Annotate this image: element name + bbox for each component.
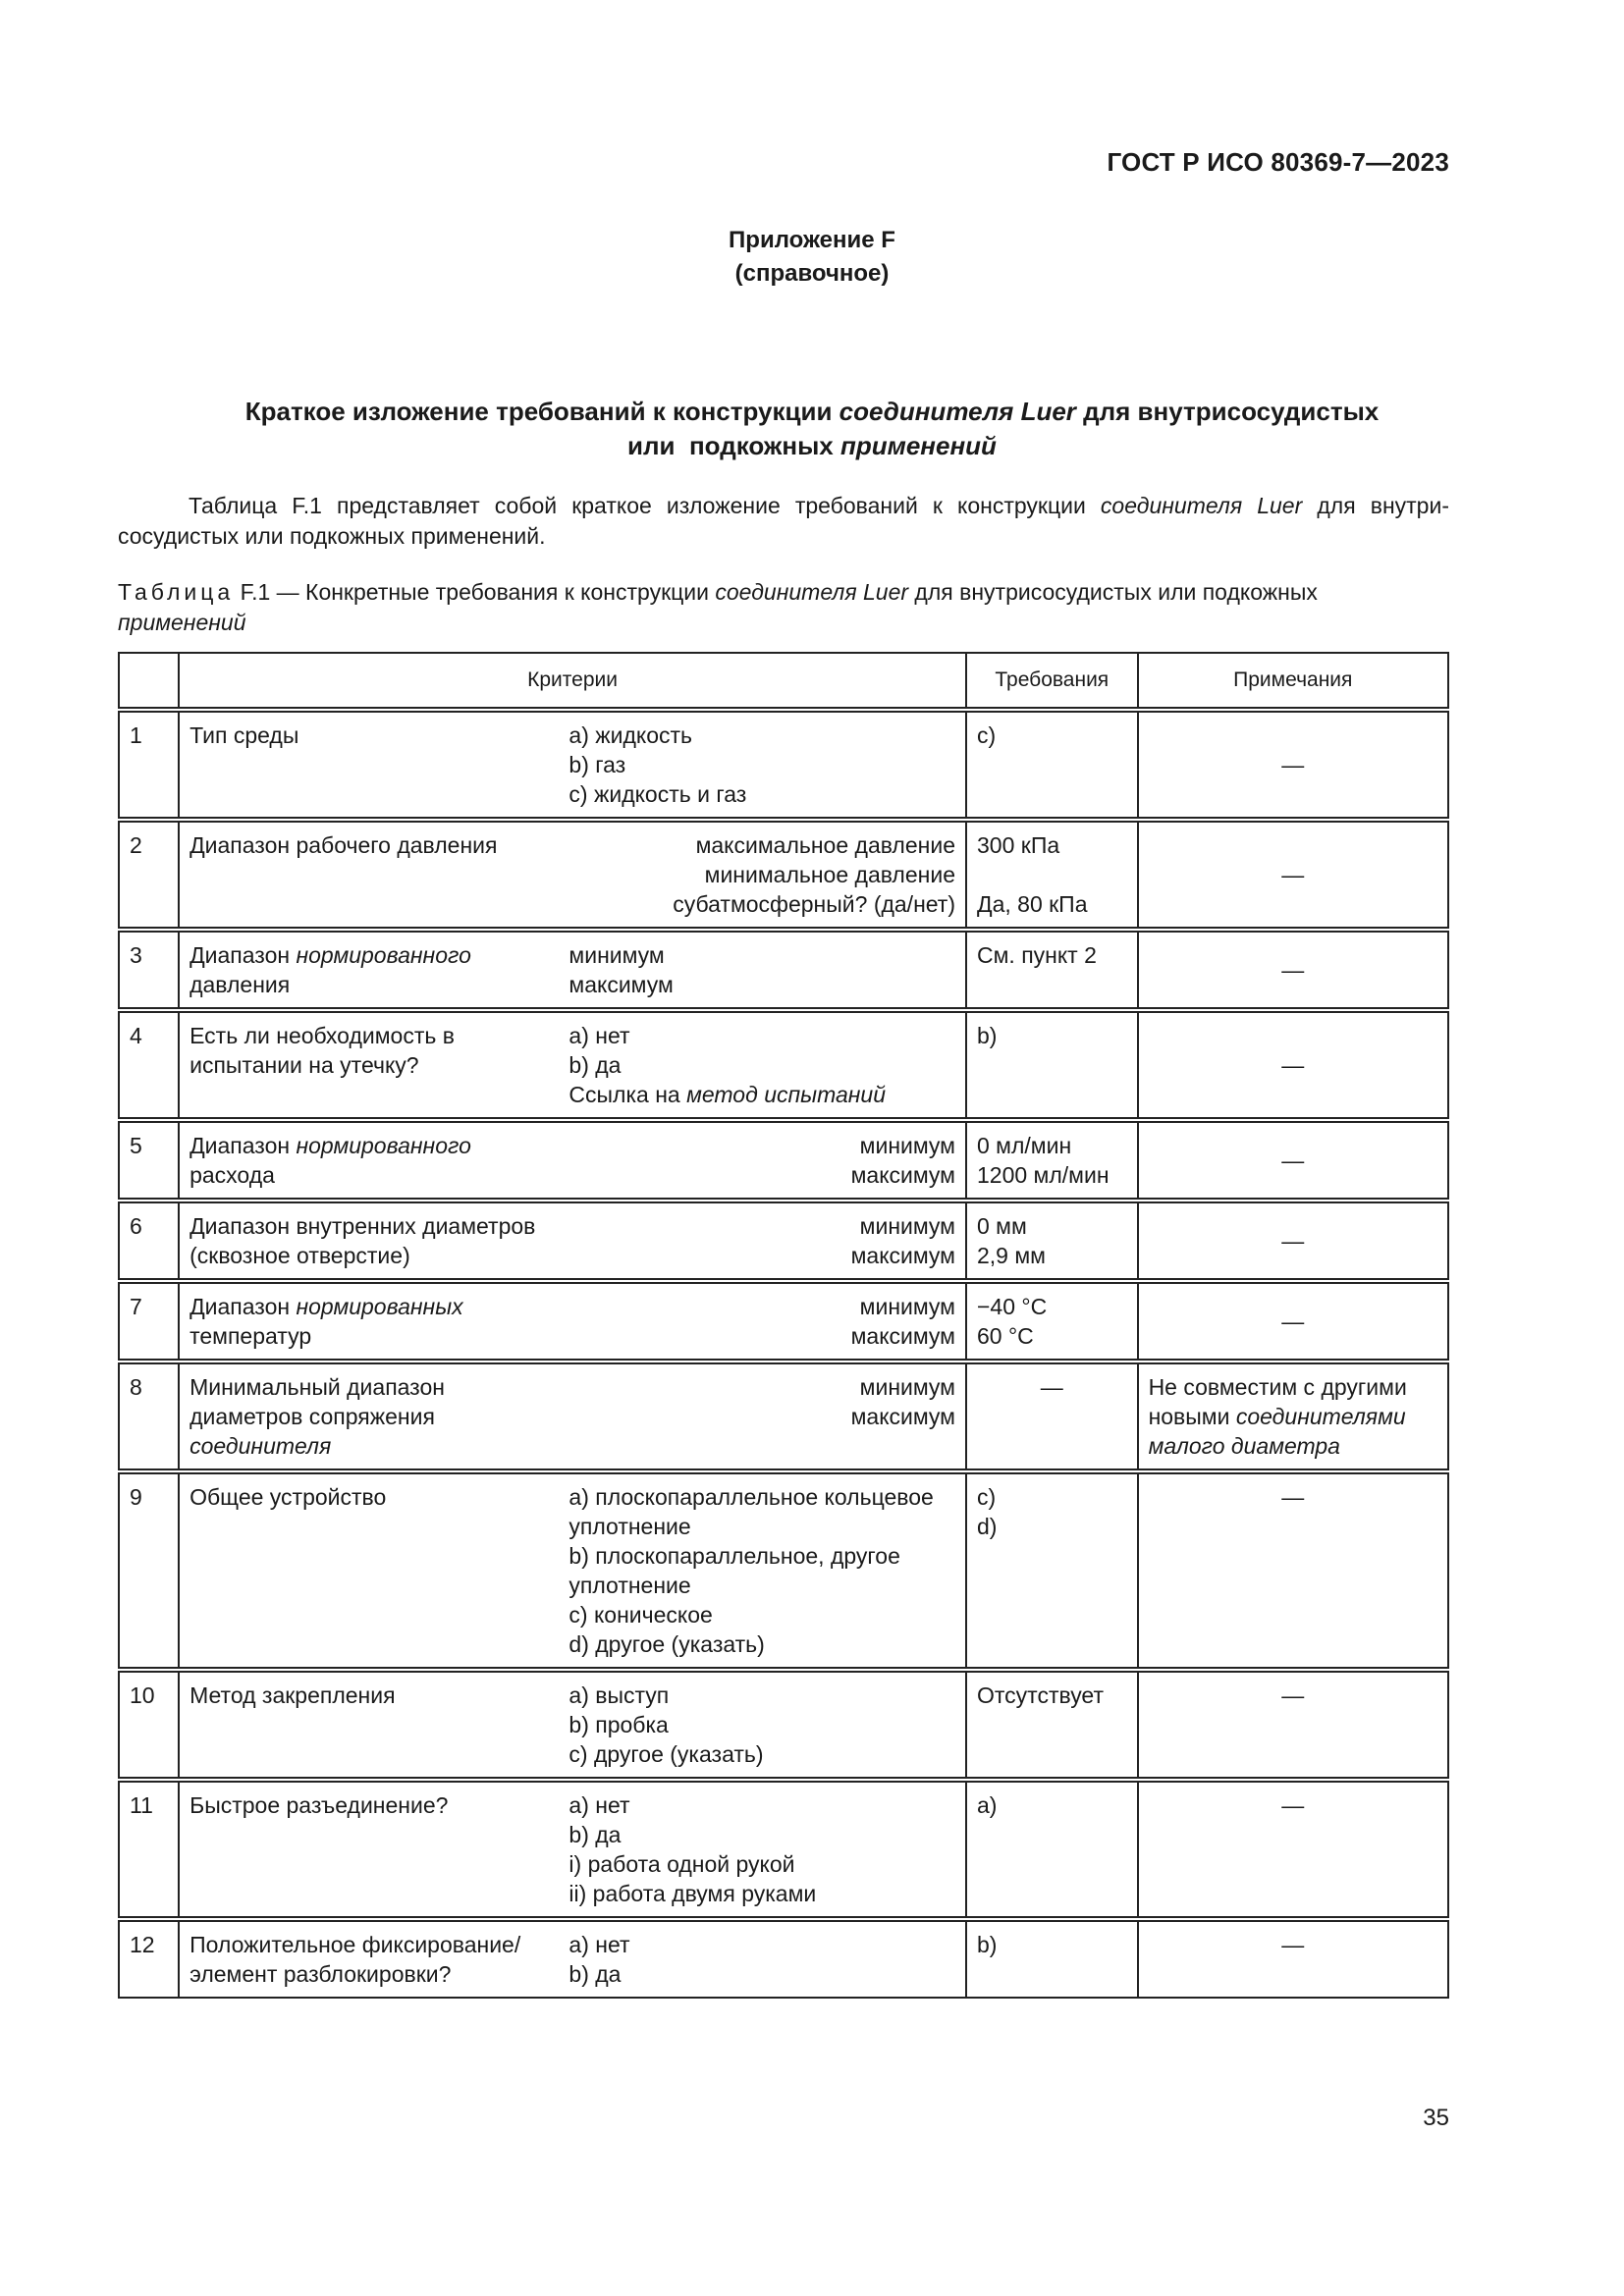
option-line: b) да bbox=[568, 1822, 622, 1847]
note-text: — bbox=[1281, 1792, 1305, 1818]
page-number: 35 bbox=[1423, 2105, 1449, 2131]
options-cell bbox=[559, 1473, 966, 1668]
option-term: метод испытаний bbox=[686, 1082, 887, 1107]
option-line: минимум bbox=[568, 942, 665, 968]
option-line: максимум bbox=[850, 1243, 955, 1268]
requirement-cell bbox=[966, 822, 1138, 928]
option-line: минимум bbox=[859, 1374, 955, 1400]
criterion-text: Есть ли необходимость в испытании на утечку? bbox=[189, 1023, 455, 1078]
appendix-title bbox=[118, 395, 1506, 463]
requirement-line: a) bbox=[977, 1792, 998, 1818]
option-line: максимум bbox=[850, 1404, 955, 1429]
table-row bbox=[119, 1283, 1448, 1360]
options-cell bbox=[559, 822, 966, 928]
table-row bbox=[119, 1921, 1448, 1998]
criterion-cell bbox=[179, 712, 559, 818]
row-number: 5 bbox=[119, 1122, 179, 1199]
requirement-cell bbox=[966, 712, 1138, 818]
criterion-text: расхода bbox=[189, 1162, 275, 1188]
criterion-cell bbox=[179, 932, 559, 1008]
option-line: a) выступ bbox=[568, 1682, 670, 1708]
table-header-row bbox=[119, 653, 1448, 708]
note-text: — bbox=[1281, 752, 1305, 777]
criterion-term: соединителя bbox=[189, 1433, 332, 1459]
option-line: максимум bbox=[568, 972, 674, 997]
option-line: максимальное давление bbox=[695, 832, 955, 858]
criterion-text: Общее устройство bbox=[189, 1484, 387, 1510]
criterion-text: Метод закрепления bbox=[189, 1682, 396, 1708]
title-text: для внутрисосудистых bbox=[1075, 397, 1380, 426]
caption-term: соединителя Luer bbox=[715, 579, 909, 605]
criterion-cell bbox=[179, 1012, 559, 1118]
title-term: соединителя Luer bbox=[839, 397, 1076, 426]
criterion-text: Диапазон bbox=[189, 942, 297, 968]
requirement-line: −40 °C bbox=[977, 1294, 1048, 1319]
options-cell bbox=[559, 1363, 966, 1469]
row-number: 7 bbox=[119, 1283, 179, 1360]
intro-term: соединителя Luer bbox=[1100, 493, 1303, 518]
options-cell bbox=[559, 1283, 966, 1360]
table-row bbox=[119, 1782, 1448, 1917]
note-text: — bbox=[1281, 862, 1305, 887]
note-text: — bbox=[1281, 1484, 1305, 1510]
header-requirements: Требования bbox=[966, 653, 1138, 708]
row-number: 1 bbox=[119, 712, 179, 818]
row-number: 3 bbox=[119, 932, 179, 1008]
row-number: 12 bbox=[119, 1921, 179, 1998]
row-number: 10 bbox=[119, 1672, 179, 1778]
row-number: 8 bbox=[119, 1363, 179, 1469]
option-line: a) нет bbox=[568, 1932, 630, 1957]
header-criteria: Критерии bbox=[179, 653, 966, 708]
requirement-cell bbox=[966, 1012, 1138, 1118]
option-line: a) нет bbox=[568, 1792, 630, 1818]
title-text: Краткое изложение требований к конструкции bbox=[244, 397, 839, 426]
criterion-cell bbox=[179, 1672, 559, 1778]
note-text: — bbox=[1281, 1932, 1305, 1957]
requirement-line: 0 мм bbox=[977, 1213, 1027, 1239]
options-cell bbox=[559, 1672, 966, 1778]
option-line: b) да bbox=[568, 1052, 622, 1078]
options-cell bbox=[559, 1202, 966, 1279]
option-line: b) газ bbox=[568, 752, 626, 777]
requirement-cell bbox=[966, 932, 1138, 1008]
table-caption bbox=[118, 577, 1449, 638]
option-line: минимум bbox=[859, 1133, 955, 1158]
table-row bbox=[119, 1473, 1448, 1668]
option-text: Ссылка на bbox=[568, 1082, 687, 1107]
criterion-cell bbox=[179, 1921, 559, 1998]
options-cell bbox=[559, 712, 966, 818]
criterion-cell bbox=[179, 822, 559, 928]
table-row bbox=[119, 1012, 1448, 1118]
caption-text: F.1 — Конкретные требования к конструкции bbox=[234, 579, 716, 605]
requirement-cell bbox=[966, 1782, 1138, 1917]
option-line: b) плоскопараллельное, другое уплотнение bbox=[568, 1543, 900, 1598]
note-cell bbox=[1138, 1012, 1448, 1118]
note-cell bbox=[1138, 712, 1448, 818]
requirement-line: 60 °C bbox=[977, 1323, 1034, 1349]
option-line: i) работа одной рукой bbox=[568, 1851, 795, 1877]
criterion-text: Положительное фиксирование/элемент разблокировки? bbox=[189, 1932, 521, 1987]
options-cell bbox=[559, 1122, 966, 1199]
option-line: минимум bbox=[859, 1294, 955, 1319]
requirement-line: b) bbox=[977, 1932, 998, 1957]
row-number: 2 bbox=[119, 822, 179, 928]
note-text: Не совместим с другими новыми bbox=[1148, 1374, 1407, 1429]
note-cell bbox=[1138, 1921, 1448, 1998]
table-row bbox=[119, 1363, 1448, 1469]
option-line: c) коническое bbox=[568, 1602, 713, 1628]
criterion-cell bbox=[179, 1782, 559, 1917]
option-line: максимум bbox=[850, 1323, 955, 1349]
note-cell bbox=[1138, 1782, 1448, 1917]
criterion-term: нормированных bbox=[296, 1294, 463, 1319]
intro-text: Таблица F.1 представляет собой краткое изложение требований к конструкции bbox=[189, 493, 1101, 518]
criterion-text: Диапазон внутренних диаметров (сквозное отверстие) bbox=[189, 1213, 536, 1268]
criterion-cell bbox=[179, 1283, 559, 1360]
note-cell bbox=[1138, 1283, 1448, 1360]
requirement-line bbox=[977, 860, 1127, 889]
table-row bbox=[119, 1672, 1448, 1778]
options-cell bbox=[559, 1921, 966, 1998]
document-code: ГОСТ Р ИСО 80369-7—2023 bbox=[1107, 147, 1449, 177]
row-number: 11 bbox=[119, 1782, 179, 1917]
option-line: b) да bbox=[568, 1961, 622, 1987]
title-term: применений bbox=[839, 431, 997, 460]
option-line: c) жидкость и газ bbox=[568, 781, 747, 807]
criterion-text: давления bbox=[189, 972, 291, 997]
caption-label: Таблица bbox=[118, 579, 235, 605]
requirement-line: 300 кПа bbox=[977, 832, 1060, 858]
note-text: — bbox=[1281, 1228, 1305, 1254]
requirement-line: c) bbox=[977, 1484, 997, 1510]
requirement-line: b) bbox=[977, 1023, 998, 1048]
option-line: a) жидкость bbox=[568, 722, 693, 748]
requirement-cell bbox=[966, 1672, 1138, 1778]
row-number: 9 bbox=[119, 1473, 179, 1668]
note-text: — bbox=[1281, 957, 1305, 983]
criterion-text: Диапазон bbox=[189, 1294, 297, 1319]
appendix-type: (справочное) bbox=[734, 260, 890, 287]
note-text: — bbox=[1281, 1148, 1305, 1173]
criterion-cell bbox=[179, 1122, 559, 1199]
option-line: минимальное давление bbox=[704, 862, 955, 887]
title-text: или подкожных bbox=[627, 431, 840, 460]
criterion-text: Диапазон рабочего давления bbox=[189, 832, 498, 858]
note-text: — bbox=[1281, 1682, 1305, 1708]
criterion-text: температур bbox=[189, 1323, 312, 1349]
requirement-line: — bbox=[1040, 1374, 1063, 1400]
criterion-text: Быстрое разъединение? bbox=[189, 1792, 449, 1818]
option-line: максимум bbox=[850, 1162, 955, 1188]
requirement-line: Да, 80 кПа bbox=[977, 891, 1088, 917]
option-line: b) пробка bbox=[568, 1712, 669, 1737]
intro-paragraph bbox=[118, 491, 1449, 552]
appendix-heading bbox=[0, 224, 1624, 291]
table-row bbox=[119, 822, 1448, 928]
options-cell bbox=[559, 932, 966, 1008]
requirement-cell bbox=[966, 1473, 1138, 1668]
option-line: субатмосферный? (да/нет) bbox=[673, 891, 955, 917]
criterion-term: нормированного bbox=[296, 1133, 471, 1158]
caption-term: применений bbox=[118, 610, 246, 635]
requirement-line: Отсутствует bbox=[977, 1682, 1104, 1708]
option-line: c) другое (указать) bbox=[568, 1741, 764, 1767]
option-line: минимум bbox=[859, 1213, 955, 1239]
requirement-cell bbox=[966, 1202, 1138, 1279]
table-row bbox=[119, 932, 1448, 1008]
criterion-term: нормированного bbox=[296, 942, 471, 968]
requirement-line: 2,9 мм bbox=[977, 1243, 1046, 1268]
criterion-cell bbox=[179, 1473, 559, 1668]
option-line: ii) работа двумя руками bbox=[568, 1881, 817, 1906]
note-cell bbox=[1138, 1122, 1448, 1199]
table-row bbox=[119, 1202, 1448, 1279]
note-cell bbox=[1138, 822, 1448, 928]
note-cell bbox=[1138, 1473, 1448, 1668]
requirement-cell bbox=[966, 1363, 1138, 1469]
intro-text: для внутри-сосудистых или подкожных применений. bbox=[118, 493, 1449, 549]
appendix-label: Приложение F bbox=[729, 227, 895, 253]
requirement-line: d) bbox=[977, 1514, 998, 1539]
note-term: соединителями малого диаметра bbox=[1148, 1404, 1406, 1459]
table-row bbox=[119, 1122, 1448, 1199]
note-cell bbox=[1138, 1363, 1448, 1469]
table-row bbox=[119, 712, 1448, 818]
requirement-cell bbox=[966, 1921, 1138, 1998]
header-number bbox=[119, 653, 179, 708]
requirement-line: 1200 мл/мин bbox=[977, 1162, 1110, 1188]
caption-text: для внутрисосудистых или подкожных bbox=[908, 579, 1318, 605]
options-cell bbox=[559, 1782, 966, 1917]
option-line bbox=[568, 1080, 955, 1109]
criterion-cell bbox=[179, 1202, 559, 1279]
note-text: — bbox=[1281, 1052, 1305, 1078]
requirements-table bbox=[118, 652, 1449, 1999]
criterion-text: Диапазон bbox=[189, 1133, 297, 1158]
requirement-cell bbox=[966, 1283, 1138, 1360]
criterion-cell bbox=[179, 1363, 559, 1469]
requirement-cell bbox=[966, 1122, 1138, 1199]
note-cell bbox=[1138, 932, 1448, 1008]
note-cell bbox=[1138, 1202, 1448, 1279]
options-cell bbox=[559, 1012, 966, 1118]
header-notes: Примечания bbox=[1138, 653, 1448, 708]
note-text: — bbox=[1281, 1308, 1305, 1334]
requirement-line: c) bbox=[977, 722, 997, 748]
requirement-line: См. пункт 2 bbox=[977, 942, 1097, 968]
row-number: 4 bbox=[119, 1012, 179, 1118]
note-cell bbox=[1138, 1672, 1448, 1778]
option-line: a) плоскопараллельное кольцевое уплотнение bbox=[568, 1484, 934, 1539]
criterion-text: Тип среды bbox=[189, 722, 299, 748]
option-line: a) нет bbox=[568, 1023, 630, 1048]
criterion-text: Минимальный диапазон диаметров сопряжения bbox=[189, 1374, 445, 1429]
requirement-line: 0 мл/мин bbox=[977, 1133, 1072, 1158]
option-line: d) другое (указать) bbox=[568, 1631, 765, 1657]
row-number: 6 bbox=[119, 1202, 179, 1279]
